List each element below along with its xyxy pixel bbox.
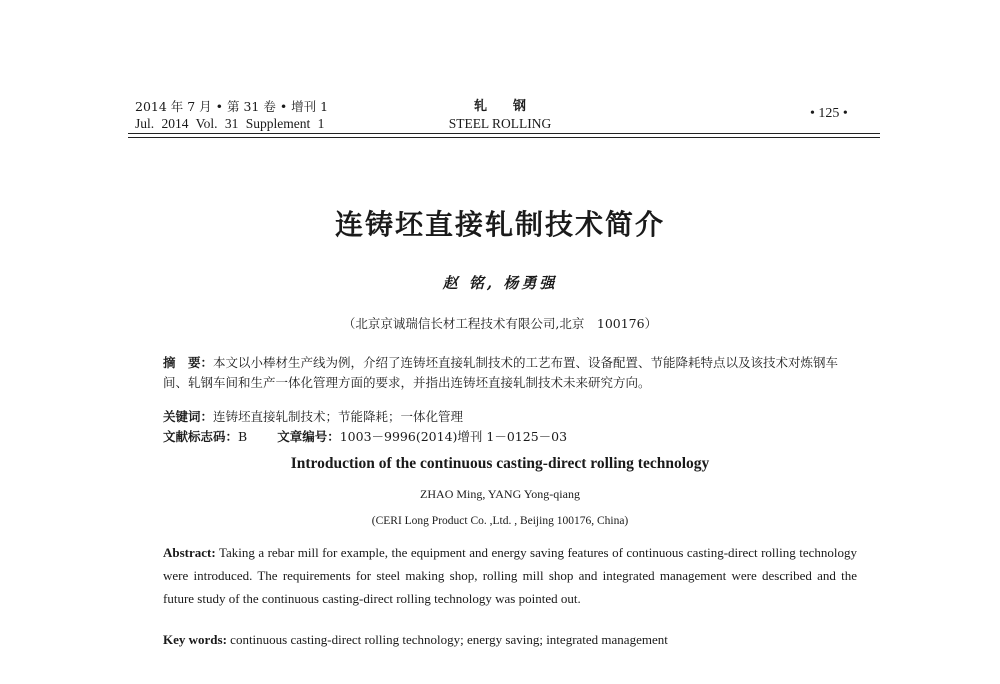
abstract-en-text: Taking a rebar mill for example, the equipment and energy saving features of continuous casting-direct rolling technology were introduced. The requirements for steel making shop, rolling mill shop and integrated management were described and the future study of the continuous casting-direct rolling technology was pointed out. — [163, 545, 857, 606]
english-title: Introduction of the continuous casting-direct rolling technology — [290, 455, 710, 472]
doc-code-value: B — [238, 429, 248, 444]
paper-title: 连铸坯直接轧制技术简介 — [334, 208, 665, 241]
english-affiliation: (CERI Long Product Co. ,Ltd. , Beijing 100176, China) — [371, 515, 629, 527]
header-rule-top — [128, 133, 880, 134]
english-authors: ZHAO Ming, YANG Yong-qiang — [420, 487, 580, 501]
doc-code-label: 文献标志码： — [163, 429, 239, 444]
page-number: • 125 • — [810, 106, 848, 121]
journal-name-en: STEEL ROLLING — [448, 116, 552, 131]
keywords-cn-text: 连铸坯直接轧制技术；节能降耗；一体化管理 — [213, 409, 464, 424]
article-number-value: 1003－9996(2014)增刊 1－0125－03 — [339, 429, 568, 444]
header-issue-info — [135, 98, 328, 132]
abstract-en — [163, 541, 857, 610]
header-journal-name — [440, 98, 560, 132]
paper-authors: 赵 铭, 杨勇强 — [442, 274, 558, 292]
keywords-cn-label: 关键词： — [163, 409, 214, 424]
paper-affiliation: （北京京诚瑞信长材工程技术有限公司,北京 100176） — [342, 316, 658, 331]
abstract-en-label: Abstract: — [163, 545, 216, 560]
journal-name-cn: 轧钢 — [473, 99, 552, 114]
abstract-cn-label: 摘 要： — [163, 355, 214, 370]
abstract-cn-text: 本文以小棒材生产线为例，介绍了连铸坯直接轧制技术的工艺布置、设备配置、节能降耗特点以及该技术对炼钢车间、轧钢车间和生产一体化管理方面的要求，并指出连铸坯直接轧制技术未来研究方向。 — [163, 355, 839, 390]
article-number-label: 文章编号： — [277, 429, 340, 444]
header-rule-bottom — [128, 137, 880, 138]
keywords-en — [163, 632, 668, 648]
keywords-en-text: continuous casting-direct rolling technology; energy saving; integrated management — [226, 632, 668, 647]
keywords-cn — [163, 407, 463, 425]
abstract-cn — [163, 353, 863, 393]
header-issue-en: Jul. 2014 Vol. 31 Supplement 1 — [135, 116, 325, 131]
keywords-en-label: Key words: — [163, 632, 227, 647]
header-issue-cn: 2014 年 7 月 • 第 31 卷 • 增刊 1 — [135, 99, 329, 114]
document-codes — [163, 427, 567, 445]
